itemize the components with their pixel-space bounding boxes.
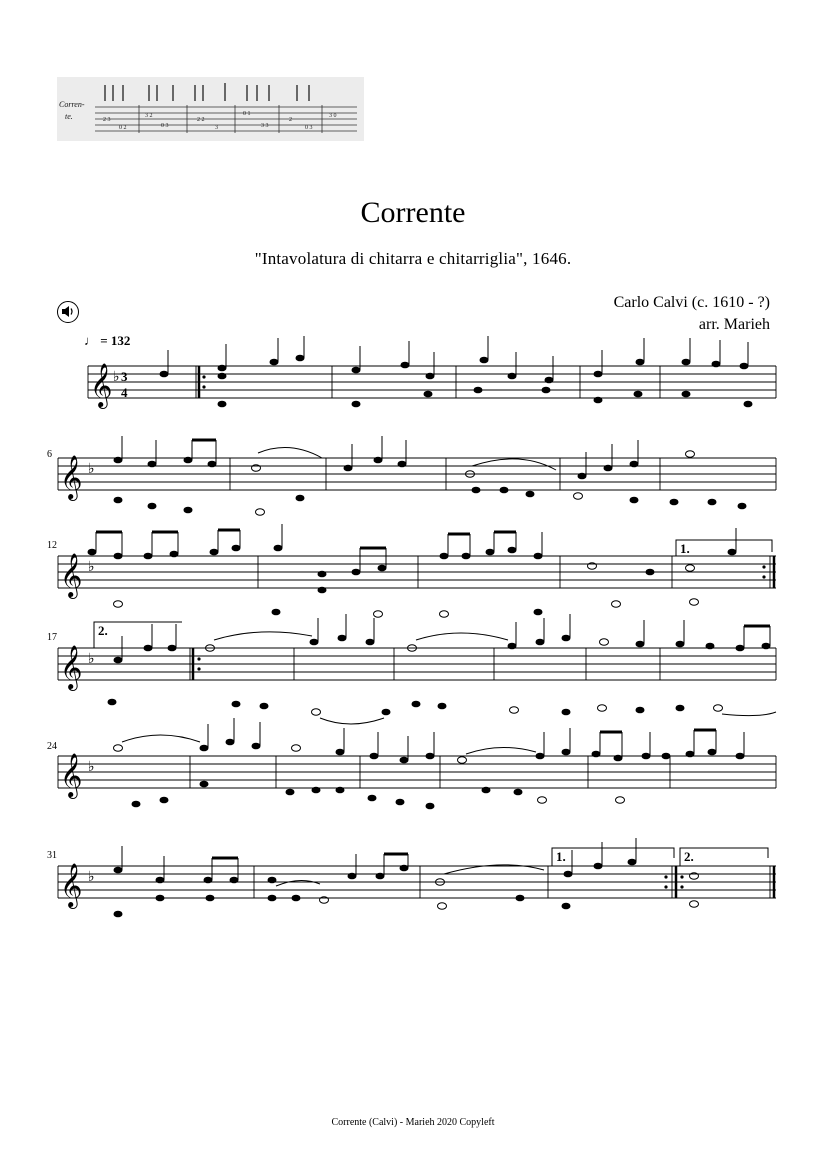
svg-text:0 2: 0 2 (119, 125, 127, 131)
volta-bracket-3: 1. (556, 849, 566, 864)
flat-icon: ♭ (88, 870, 95, 885)
svg-text:2 3: 2 3 (103, 117, 111, 123)
flat-icon: ♭ (88, 652, 95, 667)
treble-clef-icon: 𝄞 (60, 647, 83, 689)
measure-number-12: 12 (47, 540, 57, 551)
flat-icon: ♭ (113, 370, 120, 385)
measure-number-6: 6 (47, 449, 52, 460)
quarter-note-icon: ♩ (84, 333, 97, 348)
svg-text:3 3: 3 3 (261, 123, 269, 129)
treble-clef-icon: 𝄞 (90, 365, 113, 407)
svg-text:2 2: 2 2 (197, 117, 205, 123)
treble-clef-icon: 𝄞 (60, 865, 83, 907)
treble-clef-icon: 𝄞 (60, 755, 83, 797)
svg-text:3 2: 3 2 (145, 113, 153, 119)
volta-bracket-2: 2. (98, 623, 108, 638)
volta-bracket-1: 1. (680, 541, 690, 556)
treble-clef-icon: 𝄞 (60, 555, 83, 597)
flat-icon: ♭ (88, 462, 95, 477)
svg-text:0 3: 0 3 (161, 123, 169, 129)
piece-title: Corrente (360, 196, 466, 229)
flat-icon: ♭ (88, 760, 95, 775)
system-1 (88, 336, 776, 409)
system-5 (47, 718, 776, 809)
svg-text:2: 2 (289, 117, 292, 123)
tempo-value: = 132 (100, 333, 131, 348)
system-6 (47, 838, 776, 917)
arranger-credit: arr. Marieh (698, 316, 770, 333)
time-sig-bottom: 4 (121, 385, 128, 400)
svg-text:3 0: 3 0 (329, 113, 337, 119)
system-2 (47, 436, 776, 515)
composer-credit: Carlo Calvi (c. 1610 - ?) (613, 294, 770, 311)
svg-text:0 3: 0 3 (305, 125, 313, 131)
system-3 (47, 524, 776, 617)
measure-number-31: 31 (47, 850, 57, 861)
volta-bracket-4: 2. (684, 849, 694, 864)
svg-text:0 1: 0 1 (243, 111, 251, 117)
page-footer: Corrente (Calvi) - Marieh 2020 Copyleft (331, 1117, 495, 1128)
system-4 (47, 614, 776, 724)
time-sig-top: 3 (121, 369, 128, 384)
treble-clef-icon: 𝄞 (60, 457, 83, 499)
svg-text:3: 3 (215, 125, 218, 131)
tab-label-2: te. (65, 112, 73, 121)
flat-icon: ♭ (88, 560, 95, 575)
piece-subtitle: "Intavolatura di chitarra e chitarriglia", 1646. (254, 249, 572, 268)
measure-number-24: 24 (47, 741, 57, 752)
tab-label-1: Corren- (59, 100, 85, 109)
measure-number-17: 17 (47, 632, 57, 643)
